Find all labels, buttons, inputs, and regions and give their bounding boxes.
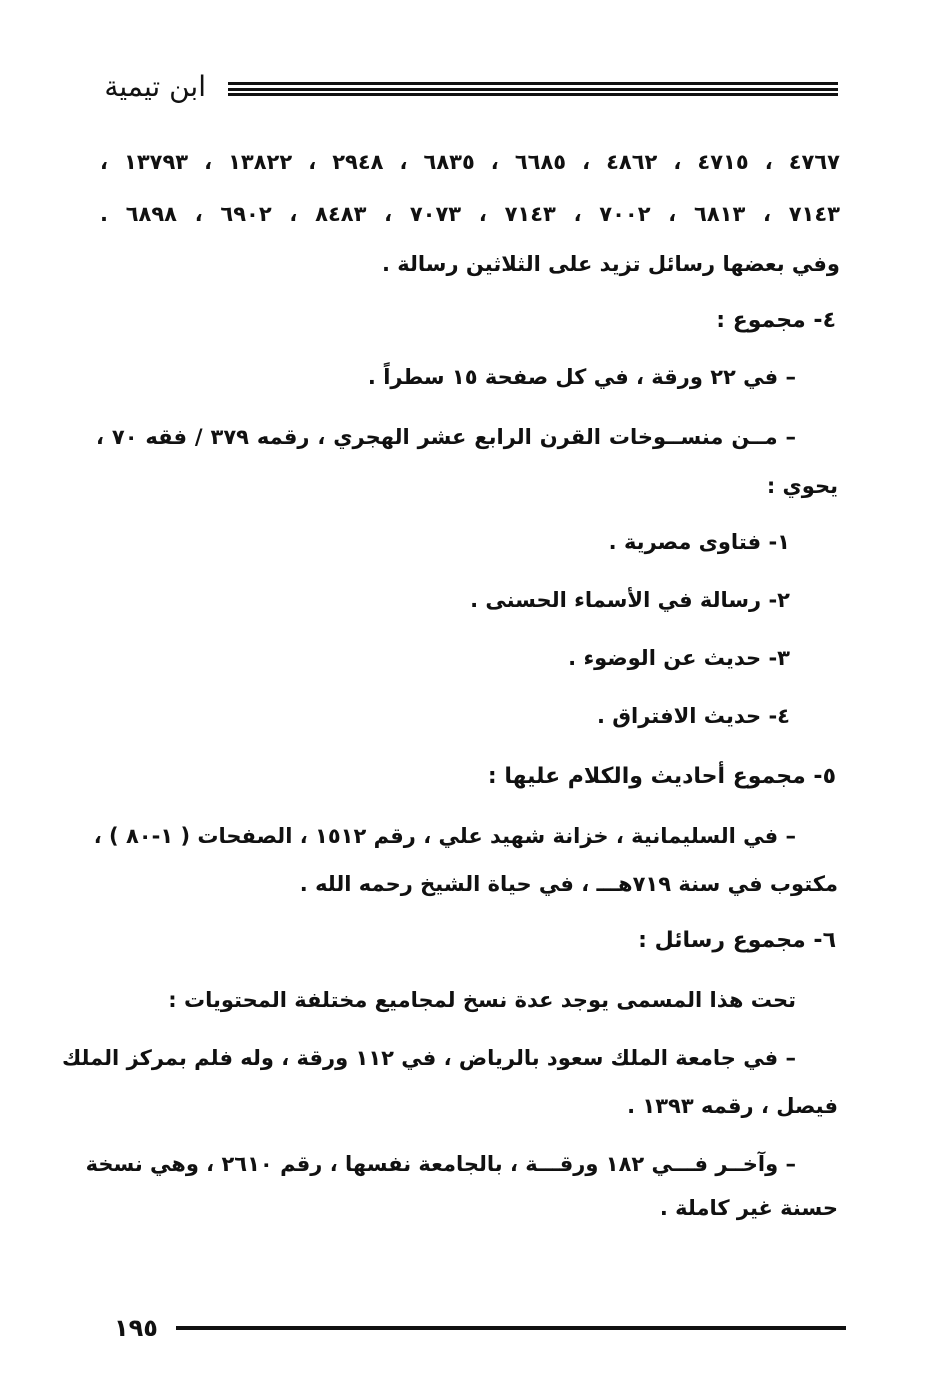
page-footer <box>100 1300 846 1350</box>
footer-rule <box>176 1326 846 1330</box>
running-title: ابن تيمية <box>104 70 206 103</box>
paragraph-line: يحوي : <box>766 474 838 498</box>
list-item: ١- فتاوى مصرية . <box>608 530 790 554</box>
page-body <box>61 0 841 1300</box>
paragraph-line: – في السليمانية ، خزانة شهيد علي ، رقم ١٥١٢ ، الصفحات ( ١-٨٠ ) ، <box>93 824 796 848</box>
number-list-line: ٤٧٦٧ ، ٤٧١٥ ، ٤٨٦٢ ، ٦٦٨٥ ، ٦٨٣٥ ، ٢٩٤٨ ، ١٣٨٢٢ ، ١٣٧٩٣ ، <box>100 150 840 174</box>
list-item: ٢- رسالة في الأسماء الحسنى . <box>470 588 790 612</box>
section-heading: ٥- مجموع أحاديث والكلام عليها : <box>487 764 836 789</box>
page-number: ١٩٥ <box>114 1314 158 1342</box>
paragraph-line: وفي بعضها رسائل تزيد على الثلاثين رسالة . <box>382 252 840 276</box>
paragraph-line: – في ٢٢ ورقة ، في كل صفحة ١٥ سطراً . <box>367 365 796 389</box>
paragraph-line: مكتوب في سنة ٧١٩هـــ ، في حياة الشيخ رحمه الله . <box>299 872 838 896</box>
section-heading: ٦- مجموع رسائل : <box>638 928 836 953</box>
paragraph-line: – في جامعة الملك سعود بالرياض ، في ١١٢ ورقة ، وله فلم بمركز الملك <box>61 1046 796 1070</box>
paragraph-line: تحت هذا المسمى يوجد عدة نسخ لمجاميع مختلفة المحتويات : <box>168 988 796 1012</box>
paragraph-line: – وآخــر فـــي ١٨٢ ورقـــة ، بالجامعة نفسها ، رقم ٢٦١٠ ، وهي نسخة <box>85 1152 796 1176</box>
paragraph-line: حسنة غير كاملة . <box>659 1196 838 1220</box>
section-heading: ٤- مجموع : <box>716 308 836 333</box>
list-item: ٤- حديث الافتراق . <box>596 704 790 728</box>
number-list-line: ٧١٤٣ ، ٦٨١٣ ، ٧٠٠٢ ، ٧١٤٣ ، ٧٠٧٣ ، ٨٤٨٣ ، ٦٩٠٢ ، ٦٨٩٨ . <box>100 202 841 226</box>
list-item: ٣- حديث عن الوضوء . <box>568 646 790 670</box>
paragraph-line: فيصل ، رقمه ١٣٩٣ . <box>627 1094 838 1118</box>
paragraph-line: – مــن منســوخات القرن الرابع عشر الهجري ، رقمه ٣٧٩ / فقه ٧٠ ، <box>96 425 796 449</box>
